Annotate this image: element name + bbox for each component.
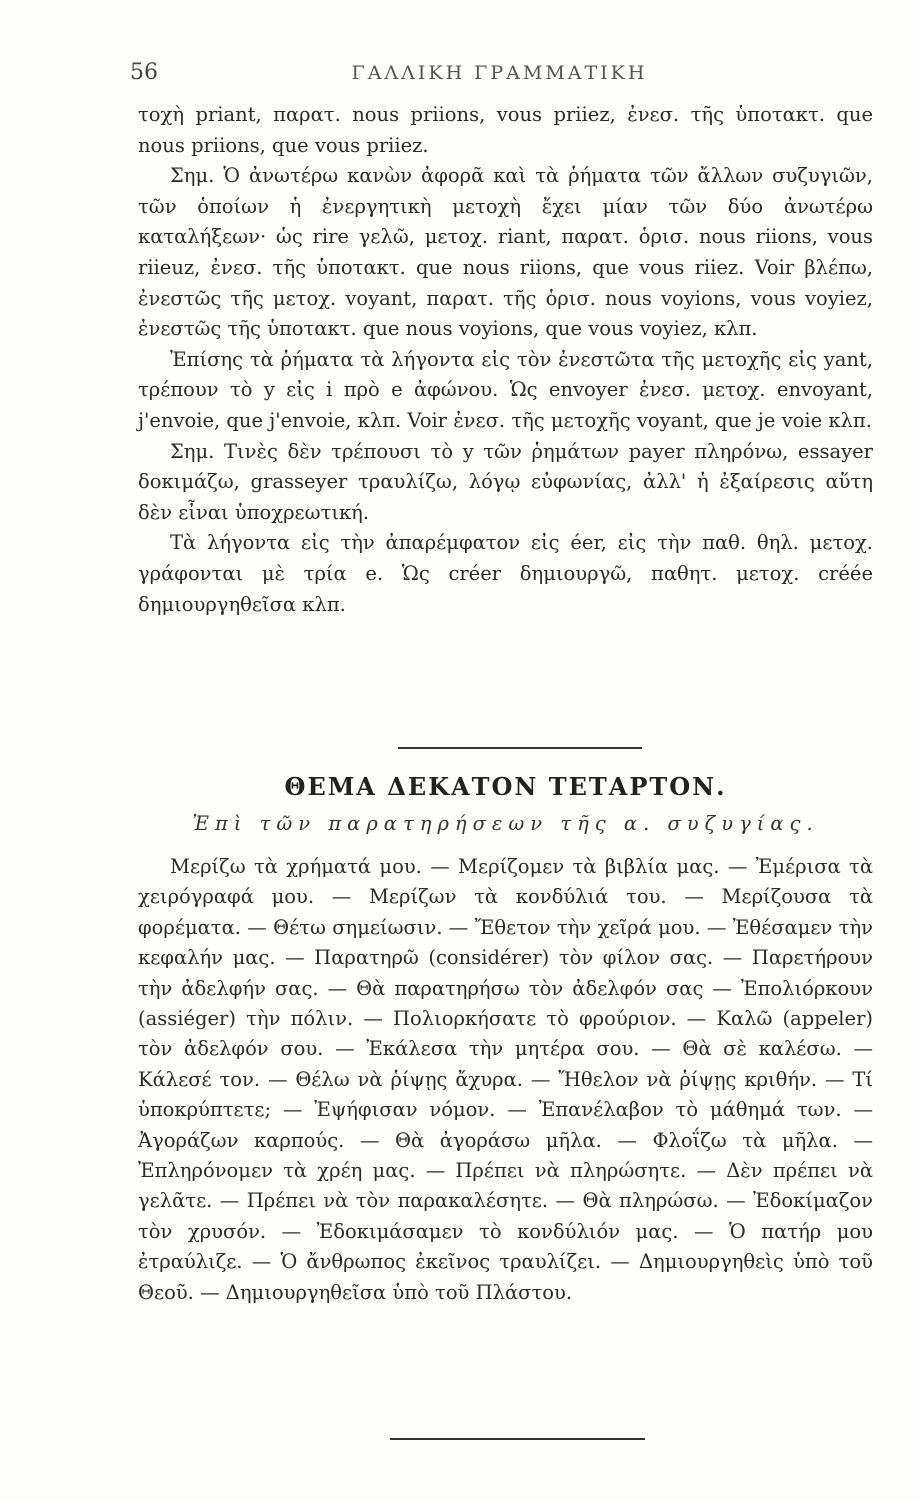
exercise-title: ΘΕΜΑ ΔΕΚΑΤΟΝ ΤΕΤΑΡΤΟΝ.: [284, 772, 727, 801]
paragraph-continuation: τοχὴ priant, παρατ. nous priions, vous priiez, ἐνεσ. τῆς ὑποτακτ. que nous priions, que vous priiez.: [138, 103, 873, 157]
paragraph-yant-verbs: Ἐπίσης τὰ ῥήματα τὰ λήγοντα εἰς τὸν ἐνεστῶτα τῆς μετοχῆς εἰς yant, τρέπουν τὸ y εἰς i πρὸ e ἀφώνου. Ὡς envoyer ἐνεσ. μετοχ. envoyant, j'envoie, que j'envoie, κλπ. Voir ἐνεσ. τῆς μετοχῆς voyant, que je voie κλπ.: [138, 347, 873, 432]
exercise-text: Μερίζω τὰ χρήματά μου. — Μερίζομεν τὰ βιβλία μας. — Ἐμέρισα τὰ χειρόγραφά μου. — Μερίζων τὰ κονδύλιά του. — Μερίζουσα τὰ φορέματα. — Θέτω σημείωσιν. — Ἔθετον τὴν χεῖρά μου. — Ἐθέσαμεν τὴν κεφαλήν μας. — Παρατηρῶ (considérer) τὸν φίλον σας. — Παρετήρουν τὴν ἀδελφήν σας. — Θὰ παρατηρήσω τὸν ἀδελφόν σας — Ἐπολιόρκουν (assiéger) τὴν πόλιν. — Πολιορκήσατε τὸ φρούριον. — Καλῶ (appeler) τὸν ἀδελφόν σου. — Ἐκάλεσα τὴν μητέρα σου. — Θὰ σὲ καλέσω. — Κάλεσέ τον. — Θέλω νὰ ῥίψῃς ἄχυρα. — Ἤθελον νὰ ῥίψῃς κριθήν. — Τί ὑποκρύπτετε; — Ἐψήφισαν νόμον. — Ἐπανέλαβον τὸ μάθημά των. — Ἀγοράζων καρπούς. — Θὰ ἀγοράσω μῆλα. — Φλοΐζω τὰ μῆλα. — Ἐπληρόνομεν τὰ χρέη μας. — Πρέπει νὰ πληρώσητε. — Δὲν πρέπει νὰ γελᾶτε. — Πρέπει νὰ τὸν παρακαλέσητε. — Θὰ πληρώσω. — Ἐδοκίμαζον τὸν χρυσόν. — Ἐδοκιμάσαμεν τὸ κονδύλιόν μας. — Ὁ πατήρ μου ἐτραύλιζε. — Ὁ ἄνθρωπος ἐκεῖνος τραυλίζει. — Δημιουργηθεὶς ὑπὸ τοῦ Θεοῦ. — Δημιουργηθεῖσα ὑπὸ τοῦ Πλάστου.: [138, 855, 873, 1304]
divider-rule: [398, 747, 642, 749]
page-header: [120, 60, 879, 94]
exercise-subtitle: Ἐπὶ τῶν παρατηρήσεων τῆς α. συζυγίας.: [192, 812, 819, 835]
paragraph-note-y-exception: Σημ. Τινὲς δὲν τρέπουσι τὸ y τῶν ῥημάτων payer πληρόνω, essayer δοκιμάζω, grasseyer τραυλίζω, λόγῳ εὐφωνίας, ἀλλ' ἡ ἐξαίρεσις αὕτη δὲν εἶναι ὑποχρεωτική.: [138, 439, 873, 524]
paragraph-eer-verbs: Τὰ λήγοντα εἰς τὴν ἀπαρέμφατον εἰς éer, εἰς τὴν παθ. θηλ. μετοχ. γράφονται μὲ τρία e. Ὡς créer δημιουργῶ, παθητ. μετοχ. créée δημιουργηθεῖσα κλπ.: [138, 531, 873, 616]
divider-rule-bottom: [390, 1438, 645, 1440]
page-number: 56: [130, 60, 158, 85]
paragraph-note-conjugations: Σημ. Ὁ ἀνωτέρω κανὼν ἀφορᾶ καὶ τὰ ῥήματα τῶν ἄλλων συζυγιῶν, τῶν ὁποίων ἡ ἐνεργητικὴ μετοχὴ ἔχει μίαν τῶν δύο ἀνωτέρω καταλήξεων· ὡς rire γελῶ, μετοχ. riant, παρατ. ὁρισ. nous riions, vous riieuz, ἐνεσ. τῆς ὑποτακτ. que nous riions, que vous riiez. Voir βλέπω, ἐνεστῶς τῆς μετοχ. voyant, παρατ. τῆς ὁρισ. nous voyions, vous voyiez, ἐνεστῶς τῆς ὑποτακτ. que nous voyions, que vous voyiez, κλπ.: [138, 164, 873, 341]
running-title: ΓΑΛΛΙΚΗ ΓΡΑΜΜΑΤΙΚΗ: [351, 62, 648, 84]
grammar-notes: [138, 100, 873, 620]
